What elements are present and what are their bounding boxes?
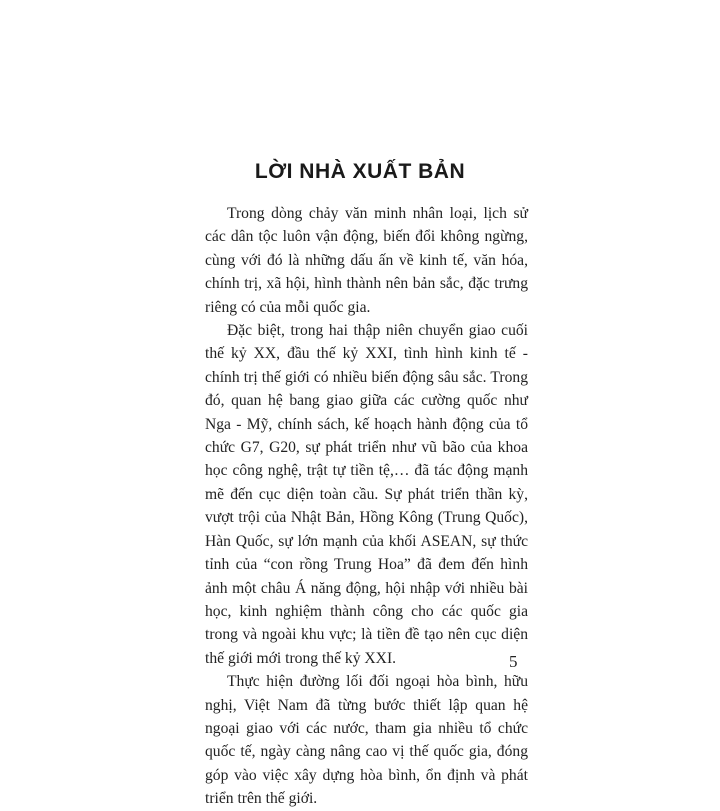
paragraph-1: Trong dòng chảy văn minh nhân loại, lịch sử các dân tộc luôn vận động, biến đổi không ngừng, cùng với đó là những dấu ấn về kinh tế, văn hóa, chính trị, xã hội, hình thành nên bản sắc, đặc trưng riêng có của mỗi quốc gia. bbox=[205, 205, 528, 316]
paragraph-3: Thực hiện đường lối đối ngoại hòa bình, hữu nghị, Việt Nam đã từng bước thiết lập quan hệ ngoại giao với các nước, tham gia nhiều tổ chức quốc tế, ngày càng nâng cao vị thế quốc gia, đóng góp vào việc xây dựng hòa bình, ổn định và phát triển trên thế giới. bbox=[205, 673, 528, 808]
page-number: 5 bbox=[509, 652, 518, 671]
page-title: LỜI NHÀ XUẤT BẢN bbox=[254, 160, 466, 183]
paragraph-2: Đặc biệt, trong hai thập niên chuyển giao cuối thế kỷ XX, đầu thế kỷ XXI, tình hình kinh tế - chính trị thế giới có nhiều biến động sâu sắc. Trong đó, quan hệ bang giao giữa các cường quốc như Nga - Mỹ, chính sách, kế hoạch hành động của tổ chức G7, G20, sự phát triển như vũ bão của khoa học công nghệ, trật tự tiền tệ,… đã tác động mạnh mẽ đến cục diện toàn cầu. Sự phát triển thần kỳ, vượt trội của Nhật Bản, Hồng Kông (Trung Quốc), Hàn Quốc, sự lớn mạnh của khối ASEAN, sự thức tỉnh của “con rồng Trung Hoa” đã đem đến hình ảnh một châu Á năng động, hội nhập với nhiều bài học, kinh nghiệm thành công cho các quốc gia trong và ngoài khu vực; là tiền đề tạo nên cục diện thế giới mới trong thế kỷ XXI. bbox=[205, 322, 528, 667]
body-text bbox=[205, 202, 528, 811]
